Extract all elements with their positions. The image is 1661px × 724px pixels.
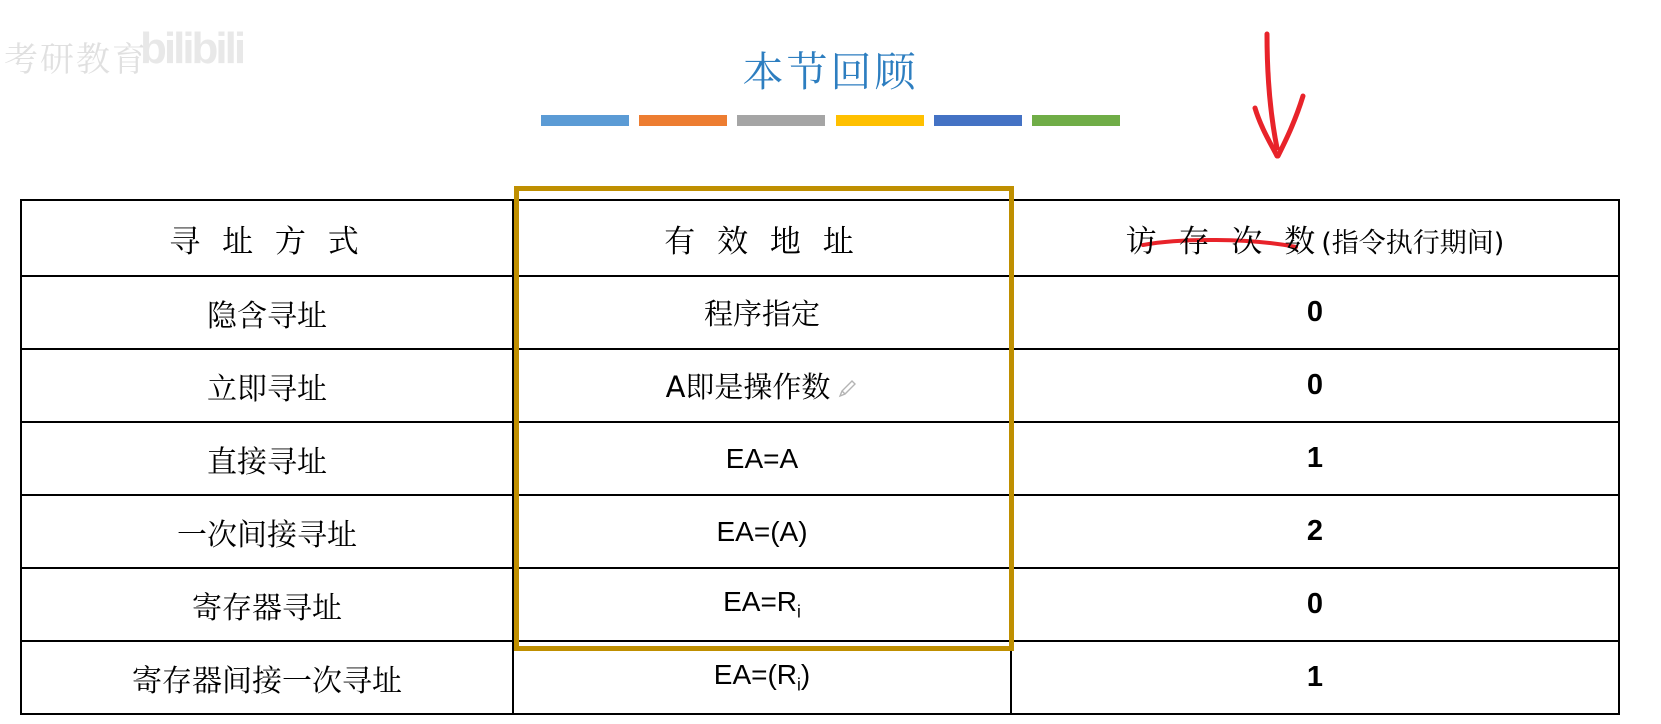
cell-effective-address-subscript: i [797,674,801,695]
table-row [21,349,1619,422]
cell-effective-address [513,568,1011,641]
cell-effective-address-tail: ) [800,659,811,691]
cell-access-count: 0 [1011,349,1619,422]
watermark-text: 考研教育 [4,41,148,79]
cell-access-count: 0 [1011,276,1619,349]
cell-effective-address-text: EA=R [723,586,798,618]
cell-access-count: 0 [1011,568,1619,641]
cell-mode: 隐含寻址 [21,276,513,349]
title-bar-6 [1032,115,1120,126]
header-addressing-mode: 寻 址 方 式 [21,200,513,276]
cell-mode: 直接寻址 [21,422,513,495]
table-row [21,641,1619,714]
cell-mode: 寄存器寻址 [21,568,513,641]
cell-effective-address: 程序指定 [513,276,1011,349]
title-bar-3 [737,115,825,126]
cell-effective-address: EA=A [513,422,1011,495]
header-access-count [1011,200,1619,276]
cell-access-count: 1 [1011,422,1619,495]
cell-mode: 一次间接寻址 [21,495,513,568]
cell-effective-address [513,641,1011,714]
title-bar-5 [934,115,1022,126]
cell-effective-address-text: A即是操作数 [665,370,831,404]
slide-title-block [0,48,1661,126]
title-bar-4 [836,115,924,126]
table-row [21,422,1619,495]
cell-effective-address-text: EA=(R [713,659,798,691]
title-bar-2 [639,115,727,126]
title-bar-1 [541,115,629,126]
cell-access-count: 2 [1011,495,1619,568]
watermark-brand: bilibili [140,24,244,73]
cell-effective-address: EA=(A) [513,495,1011,568]
pencil-icon [836,378,858,400]
table-row [21,568,1619,641]
header-access-count-main: 访 存 次 数 [1125,223,1322,260]
table-row [21,276,1619,349]
page-title: 本节回顾 [742,48,919,96]
cell-effective-address-subscript: i [797,601,801,622]
table-row [21,495,1619,568]
table-header-row [21,200,1619,276]
cell-effective-address [513,349,1011,422]
header-access-count-sub: (指令执行期间) [1321,227,1505,259]
cell-mode: 立即寻址 [21,349,513,422]
header-effective-address: 有 效 地 址 [513,200,1011,276]
addressing-modes-table [20,199,1620,715]
cell-access-count: 1 [1011,641,1619,714]
cell-mode: 寄存器间接一次寻址 [21,641,513,714]
title-underline-bars [541,115,1121,126]
